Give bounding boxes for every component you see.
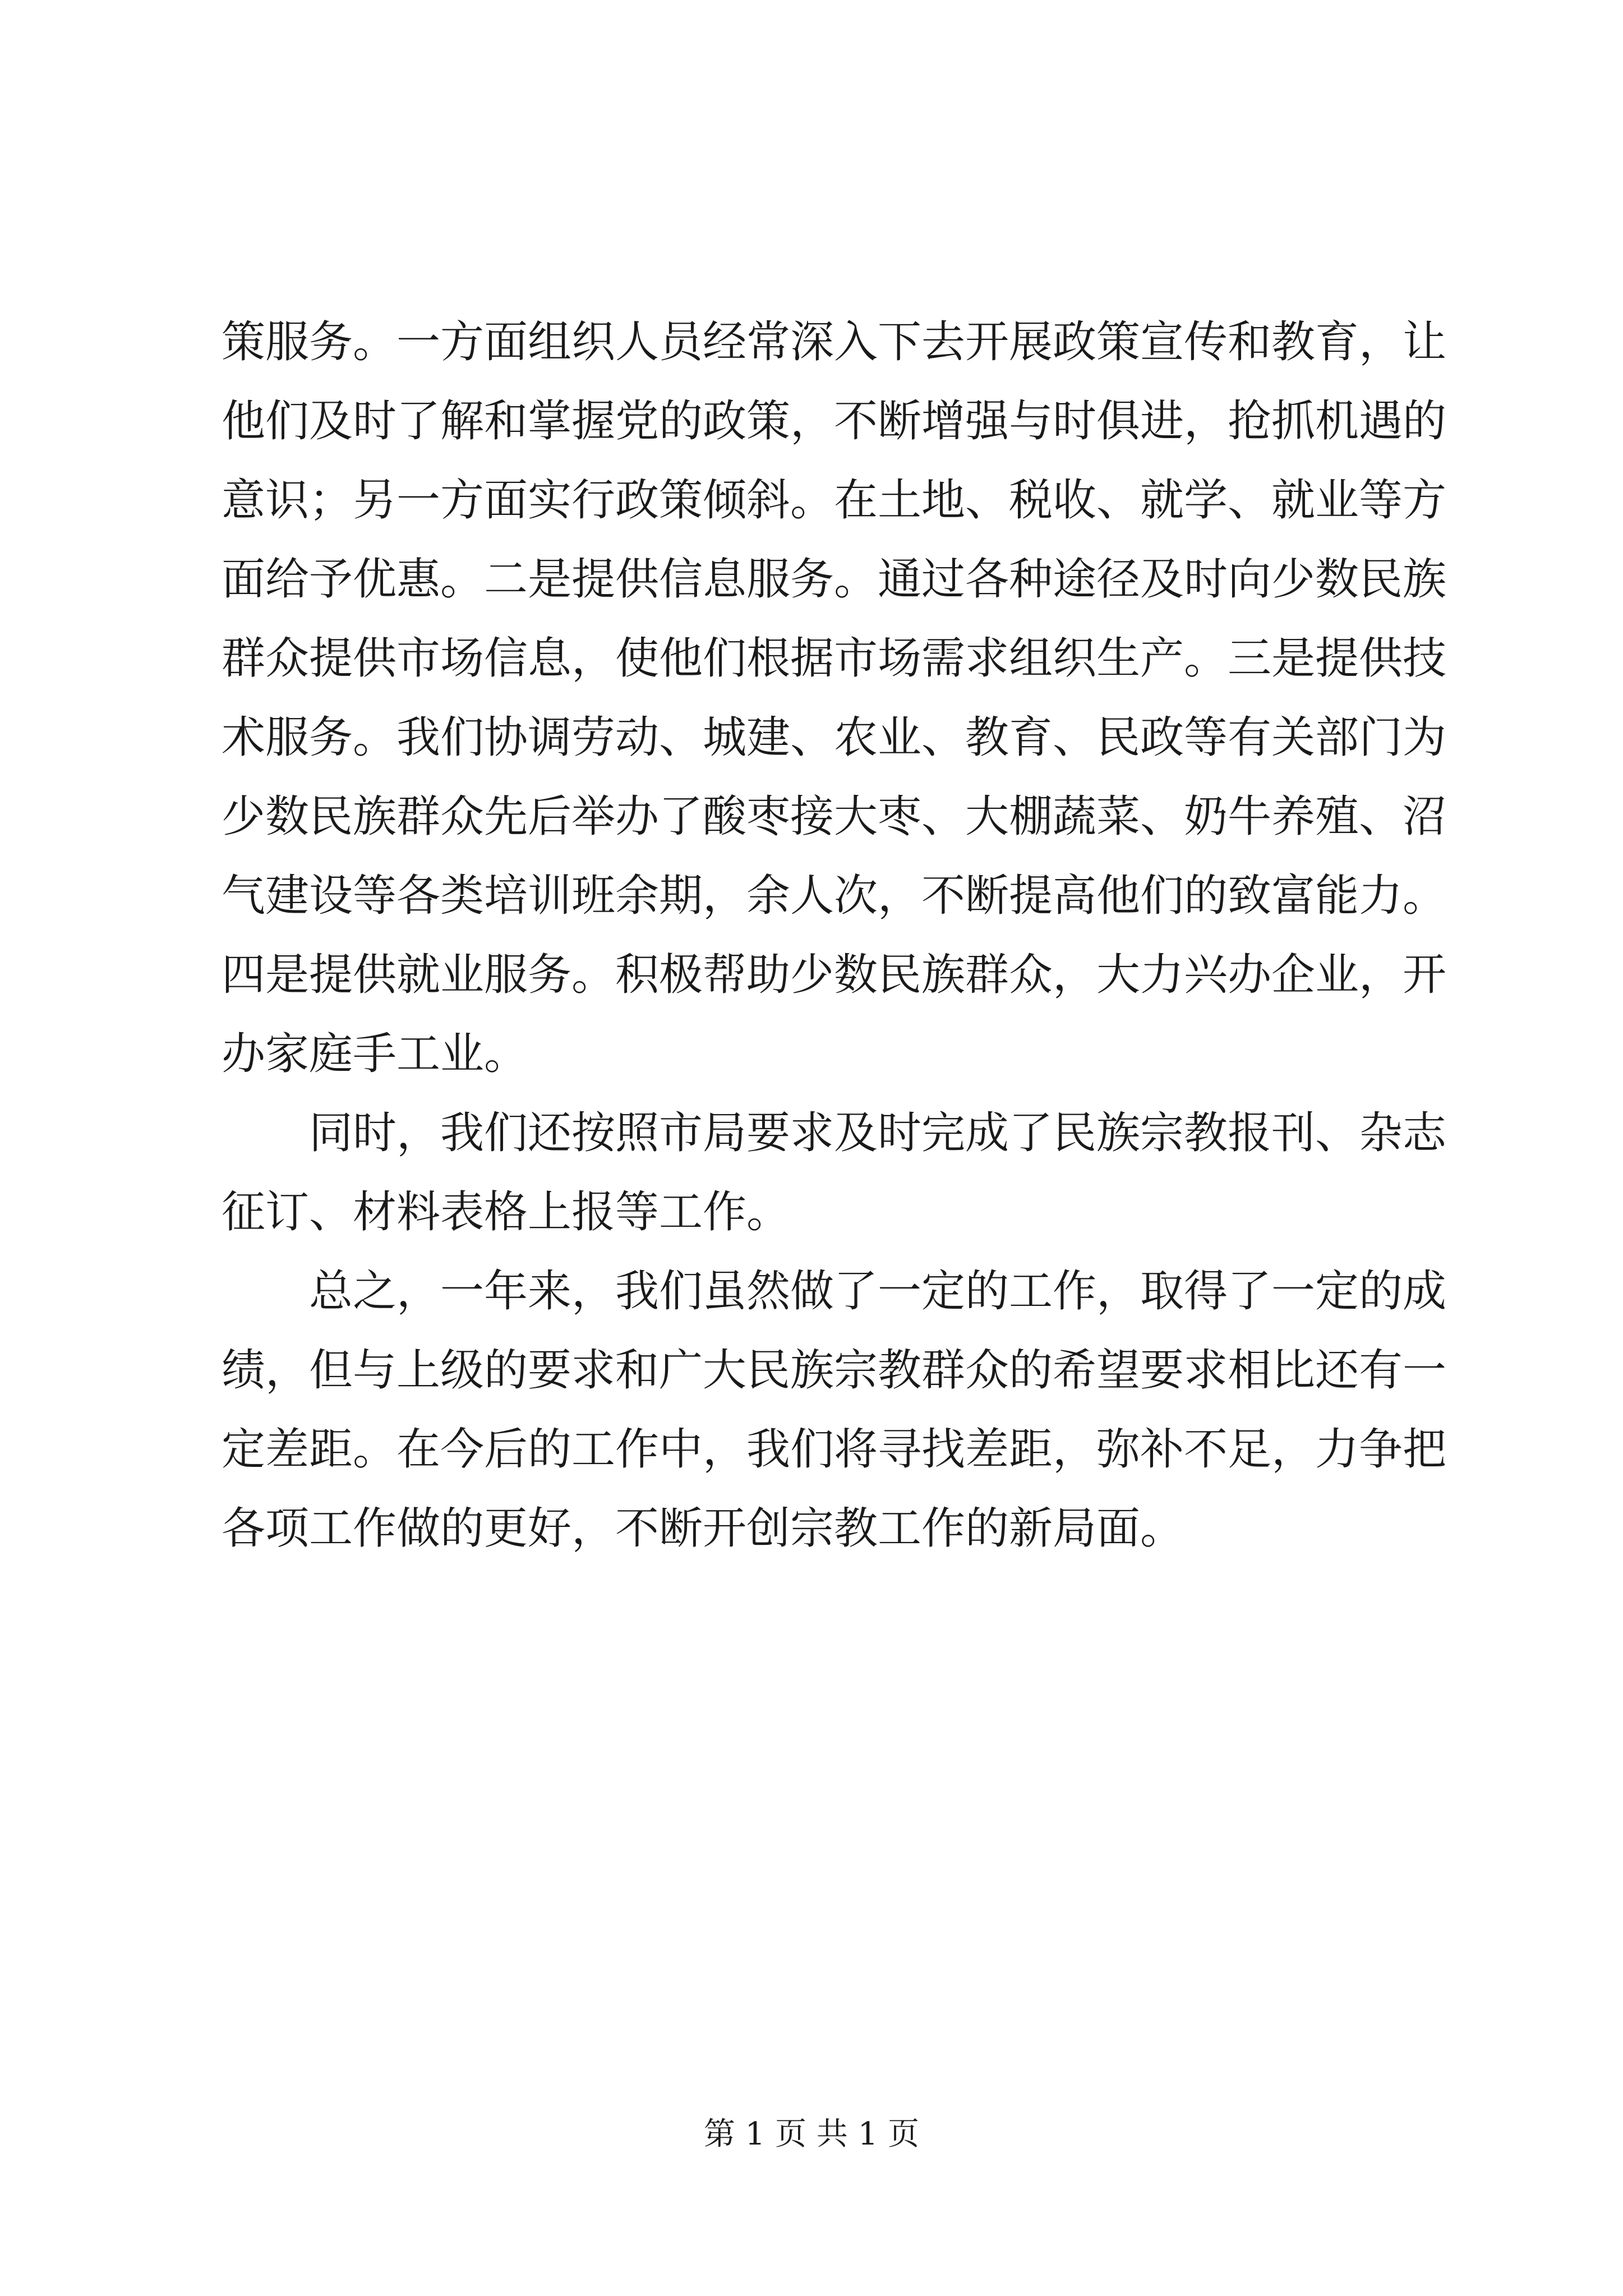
text-line: 气建设等各类培训班余期，余人次，不断提高他们的致富能力。 bbox=[222, 871, 1447, 921]
text-line: 征订、材料表格上报等工作。 bbox=[222, 1187, 791, 1237]
text-line: 意识；另一方面实行政策倾斜。在土地、税收、就学、就业等方 bbox=[222, 475, 1447, 526]
text-line: 办家庭手工业。 bbox=[222, 1029, 528, 1079]
text-line: 总之，一年来，我们虽然做了一定的工作，取得了一定的成 bbox=[309, 1266, 1447, 1317]
paragraph-2 bbox=[222, 1094, 1447, 1252]
text-line: 群众提供市场信息，使他们根据市场需求组织生产。三是提供技 bbox=[222, 633, 1447, 684]
paragraph-1 bbox=[222, 303, 1447, 1094]
text-line: 策服务。一方面组织人员经常深入下去开展政策宣传和教育，让 bbox=[222, 317, 1447, 367]
text-line: 四是提供就业服务。积极帮助少数民族群众，大力兴办企业，开 bbox=[222, 950, 1447, 1000]
paragraph-3 bbox=[222, 1252, 1447, 1568]
text-line: 各项工作做的更好，不断开创宗教工作的新局面。 bbox=[222, 1503, 1184, 1554]
page-number-footer: 第 1 页 共 1 页 bbox=[703, 2116, 920, 2152]
text-line: 他们及时了解和掌握党的政策，不断增强与时俱进，抢抓机遇的 bbox=[222, 396, 1447, 447]
document-body bbox=[222, 303, 1447, 1568]
text-line: 定差距。在今后的工作中，我们将寻找差距，弥补不足，力争把 bbox=[222, 1424, 1447, 1475]
text-line: 术服务。我们协调劳动、城建、农业、教育、民政等有关部门为 bbox=[222, 712, 1447, 763]
text-line: 同时，我们还按照市局要求及时完成了民族宗教报刊、杂志 bbox=[309, 1108, 1447, 1158]
text-line: 面给予优惠。二是提供信息服务。通过各种途径及时向少数民族 bbox=[222, 554, 1447, 605]
text-line: 绩，但与上级的要求和广大民族宗教群众的希望要求相比还有一 bbox=[222, 1345, 1447, 1396]
text-line: 少数民族群众先后举办了酸枣接大枣、大棚蔬菜、奶牛养殖、沼 bbox=[222, 792, 1447, 842]
